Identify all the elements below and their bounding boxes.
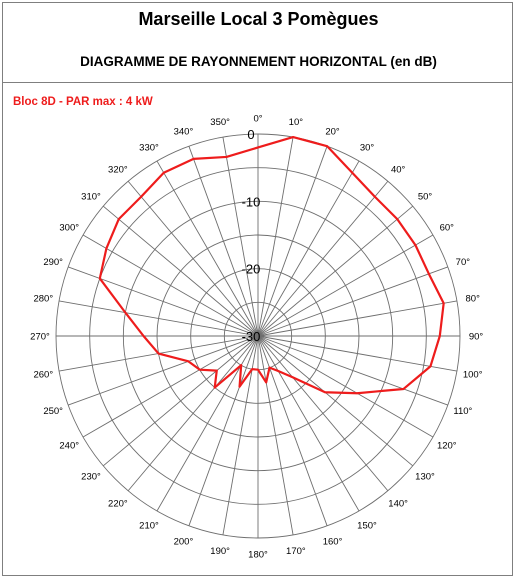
angle-tick-label: 160°	[322, 536, 343, 548]
angle-tick-label: 70°	[455, 256, 471, 268]
angle-tick-label: 90°	[468, 331, 484, 343]
series-point	[118, 218, 120, 220]
series-point	[403, 388, 405, 390]
angle-tick-label: 320°	[108, 164, 128, 176]
angle-tick-label: 220°	[108, 498, 128, 510]
series-point	[140, 196, 142, 198]
angle-tick-label: 210°	[139, 520, 159, 532]
series-point	[105, 248, 107, 250]
angle-tick-label: 310°	[81, 191, 101, 203]
series-point	[277, 370, 279, 372]
series-point	[356, 392, 358, 394]
series-point	[439, 335, 441, 337]
angle-tick-label: 50°	[417, 191, 433, 203]
series-point	[326, 145, 328, 147]
angle-tick-label: 110°	[453, 406, 473, 418]
angle-tick-label: 140°	[388, 498, 408, 510]
series-point	[251, 368, 253, 370]
series-point	[226, 156, 228, 158]
series-point	[269, 367, 271, 369]
series-point	[374, 196, 376, 198]
series-point	[324, 391, 326, 393]
series-point	[396, 218, 398, 220]
series-point	[443, 302, 445, 304]
series-point	[199, 369, 201, 371]
radial-tick-label: -10	[241, 194, 261, 210]
series-point	[292, 136, 294, 138]
angle-tick-label: 60°	[439, 222, 454, 234]
angle-tick-label: 230°	[81, 471, 101, 483]
angle-tick-label: 330°	[139, 142, 159, 154]
angle-tick-label: 120°	[436, 440, 457, 452]
series-point	[163, 172, 165, 174]
angle-tick-label: 10°	[288, 116, 304, 128]
series-point	[143, 335, 145, 337]
series-point	[351, 172, 353, 174]
series-point	[124, 312, 126, 314]
chart-title: Marseille Local 3 Pomègues	[138, 9, 379, 29]
angle-tick-label: 190°	[210, 546, 230, 558]
angle-tick-label: 80°	[465, 293, 480, 305]
angle-tick-label: 100°	[462, 369, 483, 381]
radial-tick-label: -20	[241, 261, 261, 277]
radial-tick-label: -30	[241, 329, 261, 344]
radial-tick-label: 0	[247, 127, 255, 142]
angle-tick-label: 20°	[325, 126, 340, 138]
legend-entry: Bloc 8D - PAR max : 4 kW	[13, 96, 153, 108]
series-point	[99, 278, 101, 280]
angle-tick-label: 30°	[359, 142, 375, 154]
angle-tick-label: 40°	[390, 164, 406, 176]
angle-tick-label: 240°	[59, 440, 80, 452]
series-point	[188, 360, 190, 362]
series-point	[415, 244, 417, 246]
angle-tick-label: 280°	[33, 293, 54, 305]
series-point	[265, 382, 267, 384]
series-point	[214, 387, 216, 389]
angle-tick-label: 300°	[59, 222, 80, 234]
series-point	[430, 366, 432, 368]
angle-tick-label: 260°	[33, 369, 54, 381]
angle-tick-label: 170°	[286, 546, 306, 558]
chart-subtitle: DIAGRAMME DE RAYONNEMENT HORIZONTAL (en dB)	[80, 54, 437, 69]
series-point	[158, 353, 160, 355]
series-point	[257, 369, 259, 371]
angle-tick-label: 340°	[173, 126, 194, 138]
series-point	[193, 158, 195, 160]
angle-tick-label: 270°	[30, 331, 50, 343]
series-point	[292, 376, 294, 378]
angle-tick-label: 0°	[253, 113, 263, 125]
series-point	[240, 364, 242, 366]
angle-tick-label: 200°	[173, 536, 194, 548]
angle-tick-label: 290°	[43, 256, 63, 268]
series-point	[428, 273, 430, 275]
angle-tick-label: 130°	[415, 471, 435, 483]
series-point	[257, 147, 259, 149]
series-point	[239, 386, 241, 388]
angle-tick-label: 250°	[43, 406, 63, 418]
series-point	[216, 370, 218, 372]
angle-tick-label: 350°	[210, 116, 230, 128]
angle-tick-label: 150°	[357, 520, 377, 532]
angle-tick-label: 180°	[248, 549, 268, 561]
